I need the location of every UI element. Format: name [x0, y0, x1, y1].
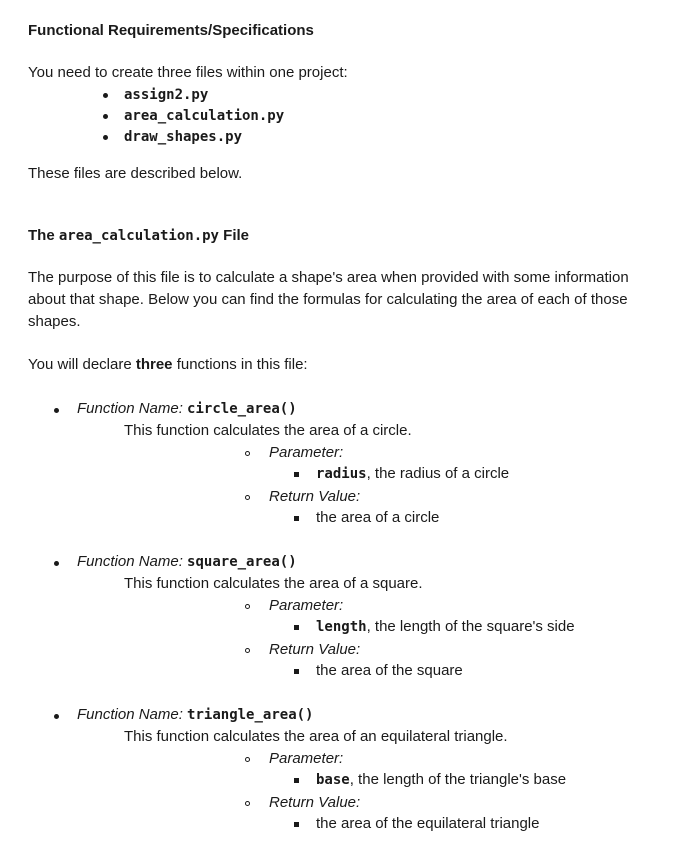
- function-name: triangle_area(): [187, 707, 314, 723]
- page-heading: Functional Requirements/Specifications: [28, 22, 314, 39]
- return-label: Return Value:: [269, 794, 361, 811]
- square-bullet-icon: [294, 625, 299, 630]
- purpose-paragraph: The purpose of this file is to calculate a shape's area when provided with some information about that shape. Below you can find the formulas for calculating the area of each of those shapes.: [28, 269, 629, 330]
- declare-text: [28, 355, 308, 375]
- file-item: assign2.py: [124, 87, 209, 103]
- bullet-icon: [103, 114, 108, 119]
- square-bullet-icon: [294, 822, 299, 827]
- function-name: square_area(): [187, 554, 297, 570]
- parameter-text: , the length of the square's side: [366, 618, 575, 635]
- function-label: Function Name:: [77, 706, 188, 723]
- parameter-text: , the radius of a circle: [366, 465, 510, 482]
- function-name: circle_area(): [187, 401, 297, 417]
- square-bullet-icon: [294, 669, 299, 674]
- parameter-line: [316, 617, 575, 637]
- parameter-code: base: [316, 772, 350, 788]
- square-bullet-icon: [294, 472, 299, 477]
- parameter-line: [316, 770, 566, 790]
- parameter-label: Parameter:: [269, 444, 344, 461]
- circle-bullet-icon: [245, 801, 250, 806]
- return-text: the area of a circle: [316, 509, 440, 526]
- function-name-line: [77, 705, 313, 725]
- square-bullet-icon: [294, 516, 299, 521]
- bullet-icon: [54, 408, 59, 413]
- section-code: area_calculation.py: [58, 228, 219, 244]
- bullet-icon: [103, 93, 108, 98]
- declare-before: You will declare: [28, 356, 136, 373]
- return-label: Return Value:: [269, 488, 361, 505]
- return-text: the area of the square: [316, 662, 463, 679]
- declare-bold: three: [135, 356, 173, 373]
- parameter-code: radius: [316, 466, 367, 482]
- section-heading: [28, 226, 249, 246]
- function-name-line: [77, 399, 297, 419]
- file-item: draw_shapes.py: [124, 129, 243, 145]
- file-item: area_calculation.py: [124, 108, 285, 124]
- function-label: Function Name:: [77, 553, 188, 570]
- intro-text: You need to create three files within one project:: [28, 64, 348, 81]
- function-desc: This function calculates the area of an equilateral triangle.: [124, 728, 508, 745]
- circle-bullet-icon: [245, 648, 250, 653]
- function-label: Function Name:: [77, 400, 188, 417]
- parameter-text: , the length of the triangle's base: [349, 771, 567, 788]
- parameter-line: [316, 464, 509, 484]
- square-bullet-icon: [294, 778, 299, 783]
- bullet-icon: [103, 135, 108, 140]
- circle-bullet-icon: [245, 757, 250, 762]
- parameter-code: length: [316, 619, 367, 635]
- circle-bullet-icon: [245, 495, 250, 500]
- return-text: the area of the equilateral triangle: [316, 815, 540, 832]
- circle-bullet-icon: [245, 604, 250, 609]
- function-name-line: [77, 552, 297, 572]
- function-desc: This function calculates the area of a square.: [124, 575, 423, 592]
- files-note: These files are described below.: [28, 165, 243, 182]
- parameter-label: Parameter:: [269, 597, 344, 614]
- parameter-label: Parameter:: [269, 750, 344, 767]
- bullet-icon: [54, 561, 59, 566]
- circle-bullet-icon: [245, 451, 250, 456]
- section-suffix: File: [219, 227, 250, 244]
- return-label: Return Value:: [269, 641, 361, 658]
- function-desc: This function calculates the area of a circle.: [124, 422, 412, 439]
- section-prefix: The: [28, 227, 59, 244]
- bullet-icon: [54, 714, 59, 719]
- declare-after: functions in this file:: [172, 356, 308, 373]
